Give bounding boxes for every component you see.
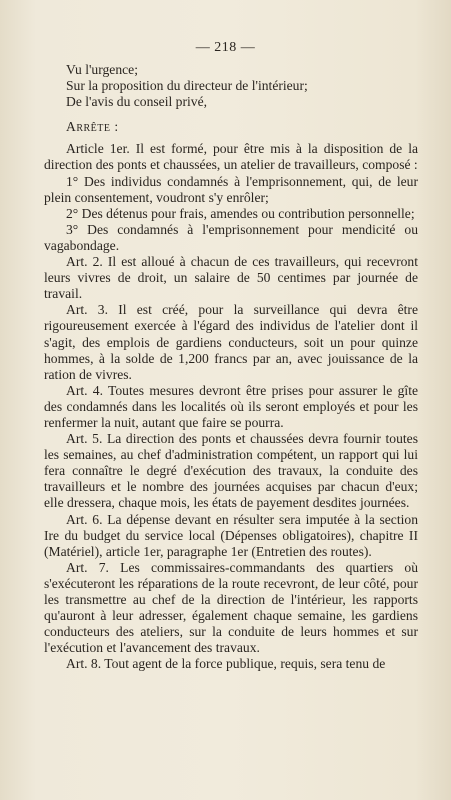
article-1-item-3: 3° Des condamnés à l'emprisonnement pour mendicité ou vagabondage. [44,221,418,253]
article-3: Art. 3. Il est créé, pour la surveillance qui devra être rigoureusement exercée à l'égard des individus de l'atelier dont il s'agit, des emplois de gardiens conducteurs, soit un pour quinze hommes, à la solde de 1,200 francs par an, avec jouissance de la ration de vivres. [44,302,418,382]
decree-heading: Arrête : [66,119,119,135]
article-1: Article 1er. Il est formé, pour être mis à la disposition de la direction des ponts et chaussées, un atelier de travailleurs, composé : [44,141,418,173]
article-5: Art. 5. La direction des ponts et chaussées devra fournir toutes les semaines, au chef d'administration compétent, un rapport qui lui fera connaître le degré d'exécution des travaux, la conduite des travailleurs et le nombre des journées acquises par chacun d'eux; elle dressera, chaque mois, les états de payement desdites journées. [44,431,418,511]
preamble [44,62,418,110]
preamble-line: Sur la proposition du directeur de l'intérieur; [66,78,308,94]
article-1-item-1: 1° Des individus condamnés à l'emprisonnement, qui, de leur plein consentement, voudront s'y enrôler; [44,173,418,205]
article-4: Art. 4. Toutes mesures devront être prises pour assurer le gîte des condamnés dans les localités où ils seront employés et pour les renfermer la nuit, autant que faire se pourra. [44,382,418,430]
article-1-item-2: 2° Des détenus pour frais, amendes ou contribution personnelle; [66,205,415,221]
page-number: — 218 — [195,40,256,55]
preamble-line: Vu l'urgence; [66,62,138,77]
page-body [44,62,418,672]
article-2: Art. 2. Il est alloué à chacun de ces travailleurs, qui recevront leurs vivres de droit, un salaire de 50 centimes par journée de travail. [44,254,418,302]
article-8: Art. 8. Tout agent de la force publique, requis, sera tenu de [66,656,386,672]
preamble-line: De l'avis du conseil privé, [66,94,207,110]
article-7: Art. 7. Les commissaires-commandants des quartiers où s'exécuteront les réparations de la route recevront, de leur côté, pour les transmettre au chef de la direction de l'intérieur, les rapports qu'auront à leur adresser, également chaque semaine, les gardiens conducteurs des ateliers, sur la conduite de leurs hommes et sur l'exécution et l'avancement des travaux. [44,559,418,656]
article-6: Art. 6. La dépense devant en résulter sera imputée à la section Ire du budget du service local (Dépenses obligatoires), chapitre II (Matériel), article 1er, paragraphe 1er (Entretien des routes). [44,511,418,559]
